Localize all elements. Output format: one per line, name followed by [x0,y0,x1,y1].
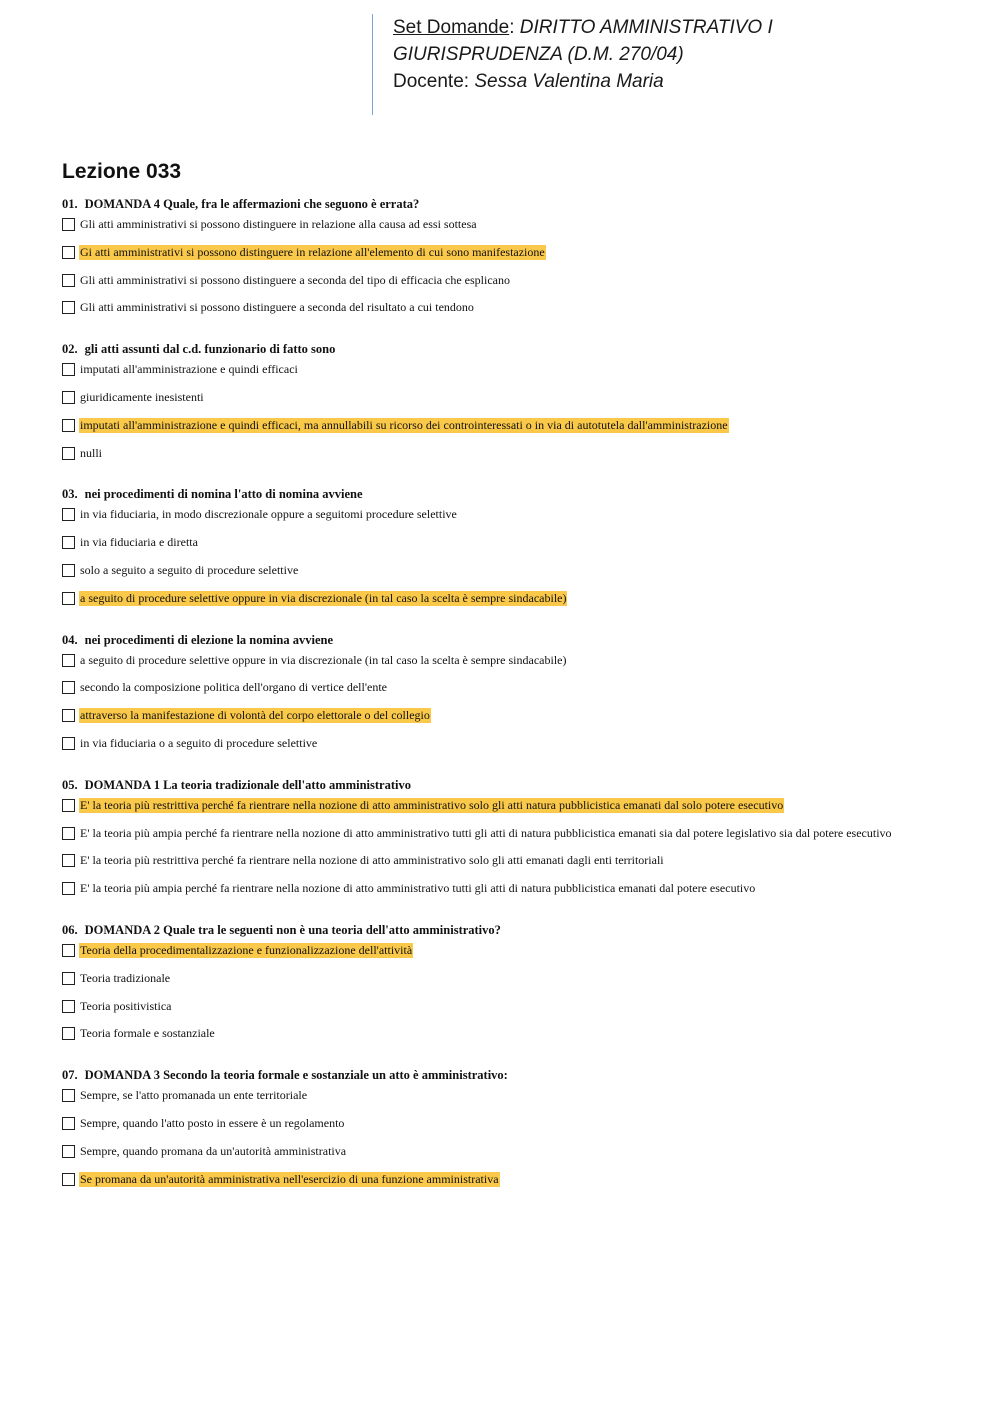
checkbox-icon[interactable] [62,1173,75,1186]
answer-text: in via fiduciaria e diretta [80,535,198,550]
answer-option [62,535,982,563]
answer-text: Teoria positivistica [80,998,172,1013]
question-number: 07. [62,1068,78,1083]
checkbox-icon[interactable] [62,709,75,722]
checkbox-icon[interactable] [62,536,75,549]
question-title [62,196,982,212]
teacher-label: Docente: [393,71,475,92]
question-title [62,922,982,938]
answer-text: E' la teoria più ampia perché fa rientrare nella nozione di atto amministrativo tutti gli atti di natura pubblicistica emanati dal potere esecutivo [80,881,756,896]
question-text: gli atti assunti dal c.d. funzionario di fatto sono [84,342,336,357]
answer-text: solo a seguito a seguito di procedure selettive [80,562,299,577]
answer-text: imputati all'amministrazione e quindi efficaci [80,362,298,377]
checkbox-icon[interactable] [62,1145,75,1158]
answer-text: Sempre, quando l'atto posto in essere è un regolamento [80,1115,345,1130]
answer-option [62,798,982,826]
set-separator: : [509,17,520,38]
answer-option [62,418,982,446]
answer-text: Sempre, quando promana da un'autorità amministrativa [80,1143,347,1158]
question-title [62,632,982,648]
checkbox-icon[interactable] [62,246,75,259]
set-line [393,14,773,41]
checkbox-icon[interactable] [62,1027,75,1040]
answer-option [62,680,982,708]
answer-option [62,971,982,999]
checkbox-icon[interactable] [62,564,75,577]
question-block [62,922,982,1054]
question-text: nei procedimenti di nomina l'atto di nomina avviene [84,487,363,502]
checkbox-icon[interactable] [62,592,75,605]
answer-text: E' la teoria più ampia perché fa rientrare nella nozione di atto amministrativo tutti gli atti di natura pubblicistica emanati sia dal potere legislativo sia dal potere esecutivo [80,825,892,840]
question-number: 06. [62,922,78,937]
answer-option [62,273,982,301]
set-label: Set Domande [393,17,510,38]
answer-text: E' la teoria più restrittiva perché fa rientrare nella nozione di atto amministrativo solo gli atti emanati dagli enti territoriali [80,853,664,868]
answer-option [62,708,982,736]
teacher-name: Sessa Valentina Maria [474,71,664,92]
answer-option [62,853,982,881]
answer-text-highlighted: imputati all'amministrazione e quindi efficaci, ma annullabili su ricorso dei controinteressati o in via di autotutela dall'amministrazione [80,417,728,432]
answer-text: Gli atti amministrativi si possono distinguere in relazione alla causa ad essi sottesa [80,217,477,231]
answer-text-highlighted: E' la teoria più restrittiva perché fa rientrare nella nozione di atto amministrativo solo gli atti natura pubblicistica emanati dal solo potere esecutivo [80,797,784,812]
checkbox-icon[interactable] [62,944,75,957]
checkbox-icon[interactable] [62,681,75,694]
answer-option [62,507,982,535]
answer-option [62,362,982,390]
answer-option [62,943,982,971]
checkbox-icon[interactable] [62,508,75,521]
answer-text: Teoria tradizionale [80,970,171,985]
answer-option [62,217,982,245]
question-block [62,486,982,618]
answer-text: Gli atti amministrativi si possono distinguere a seconda del tipo di efficacia che esplicano [80,272,510,287]
checkbox-icon[interactable] [62,854,75,867]
answer-option [62,736,982,764]
checkbox-icon[interactable] [62,972,75,985]
answer-option [62,1144,982,1172]
answer-text: in via fiduciaria, in modo discrezionale oppure a seguitomi procedure selettive [80,507,457,522]
answer-text-highlighted: Se promana da un'autorità amministrativa nell'esercizio di una funzione amministrativa [80,1171,499,1186]
answer-option [62,591,982,619]
checkbox-icon[interactable] [62,654,75,667]
checkbox-icon[interactable] [62,301,75,314]
set-value-line-1: DIRITTO AMMINISTRATIVO I [519,17,773,38]
document-header [372,14,773,115]
answer-text: a seguito di procedure selettive oppure in via discrezionale (in tal caso la scelta è sempre sindacabile) [80,652,567,667]
answer-option [62,300,982,328]
checkbox-icon[interactable] [62,1117,75,1130]
set-value-line-2: GIURISPRUDENZA (D.M. 270/04) [393,44,684,65]
answer-text: Sempre, se l'atto promanada un ente territoriale [80,1088,308,1103]
answer-option [62,999,982,1027]
question-block [62,777,982,909]
question-block [62,196,982,328]
answer-text-highlighted: Teoria della procedimentalizzazione e funzionalizzazione dell'attività [80,942,413,957]
answer-text: secondo la composizione politica dell'organo di vertice dell'ente [80,680,388,695]
checkbox-icon[interactable] [62,827,75,840]
question-title [62,777,982,793]
question-text: DOMANDA 1 La teoria tradizionale dell'atto amministrativo [84,777,411,792]
answer-text: giuridicamente inesistenti [80,389,204,404]
answer-text: Teoria formale e sostanziale [80,1026,215,1041]
checkbox-icon[interactable] [62,391,75,404]
question-number: 01. [62,197,78,211]
checkbox-icon[interactable] [62,1000,75,1013]
question-block [62,632,982,764]
question-text: nei procedimenti di elezione la nomina avviene [84,632,333,647]
questions-list [62,196,982,1212]
question-text: DOMANDA 4 Quale, fra le affermazioni che seguono è errata? [84,197,420,211]
answer-text: Gli atti amministrativi si possono distinguere a seconda del risultato a cui tendono [80,300,474,315]
answer-text-highlighted: Gi atti amministrativi si possono distinguere in relazione all'elemento di cui sono manifestazione [80,244,545,259]
question-text: DOMANDA 2 Quale tra le seguenti non è una teoria dell'atto amministrativo? [84,922,501,937]
checkbox-icon[interactable] [62,799,75,812]
answer-option [62,1172,982,1200]
question-number: 02. [62,342,78,357]
checkbox-icon[interactable] [62,419,75,432]
answer-option [62,1088,982,1116]
answer-text: in via fiduciaria o a seguito di procedure selettive [80,735,318,750]
answer-text-highlighted: a seguito di procedure selettive oppure in via discrezionale (in tal caso la scelta è sempre sindacabile) [80,590,567,605]
question-title [62,486,982,502]
question-block [62,1067,982,1199]
checkbox-icon[interactable] [62,447,75,460]
question-number: 05. [62,777,78,792]
answer-text: nulli [80,445,103,460]
checkbox-icon[interactable] [62,274,75,287]
answer-option [62,1026,982,1054]
checkbox-icon[interactable] [62,882,75,895]
checkbox-icon[interactable] [62,737,75,750]
question-number: 04. [62,632,78,647]
answer-option [62,390,982,418]
answer-text-highlighted: attraverso la manifestazione di volontà del corpo elettorale o del collegio [80,708,430,723]
question-number: 03. [62,487,78,502]
answer-option [62,653,982,681]
question-title [62,341,982,357]
answer-option [62,563,982,591]
question-title [62,1067,982,1083]
question-text: DOMANDA 3 Secondo la teoria formale e sostanziale un atto è amministrativo: [84,1068,508,1083]
question-block [62,341,982,473]
answer-option [62,1116,982,1144]
teacher-line [393,68,773,95]
answer-option [62,245,982,273]
checkbox-icon[interactable] [62,218,75,231]
lesson-title: Lezione 033 [62,160,182,183]
checkbox-icon[interactable] [62,1089,75,1102]
answer-option [62,826,982,854]
answer-option [62,881,982,909]
answer-option [62,446,982,474]
checkbox-icon[interactable] [62,363,75,376]
